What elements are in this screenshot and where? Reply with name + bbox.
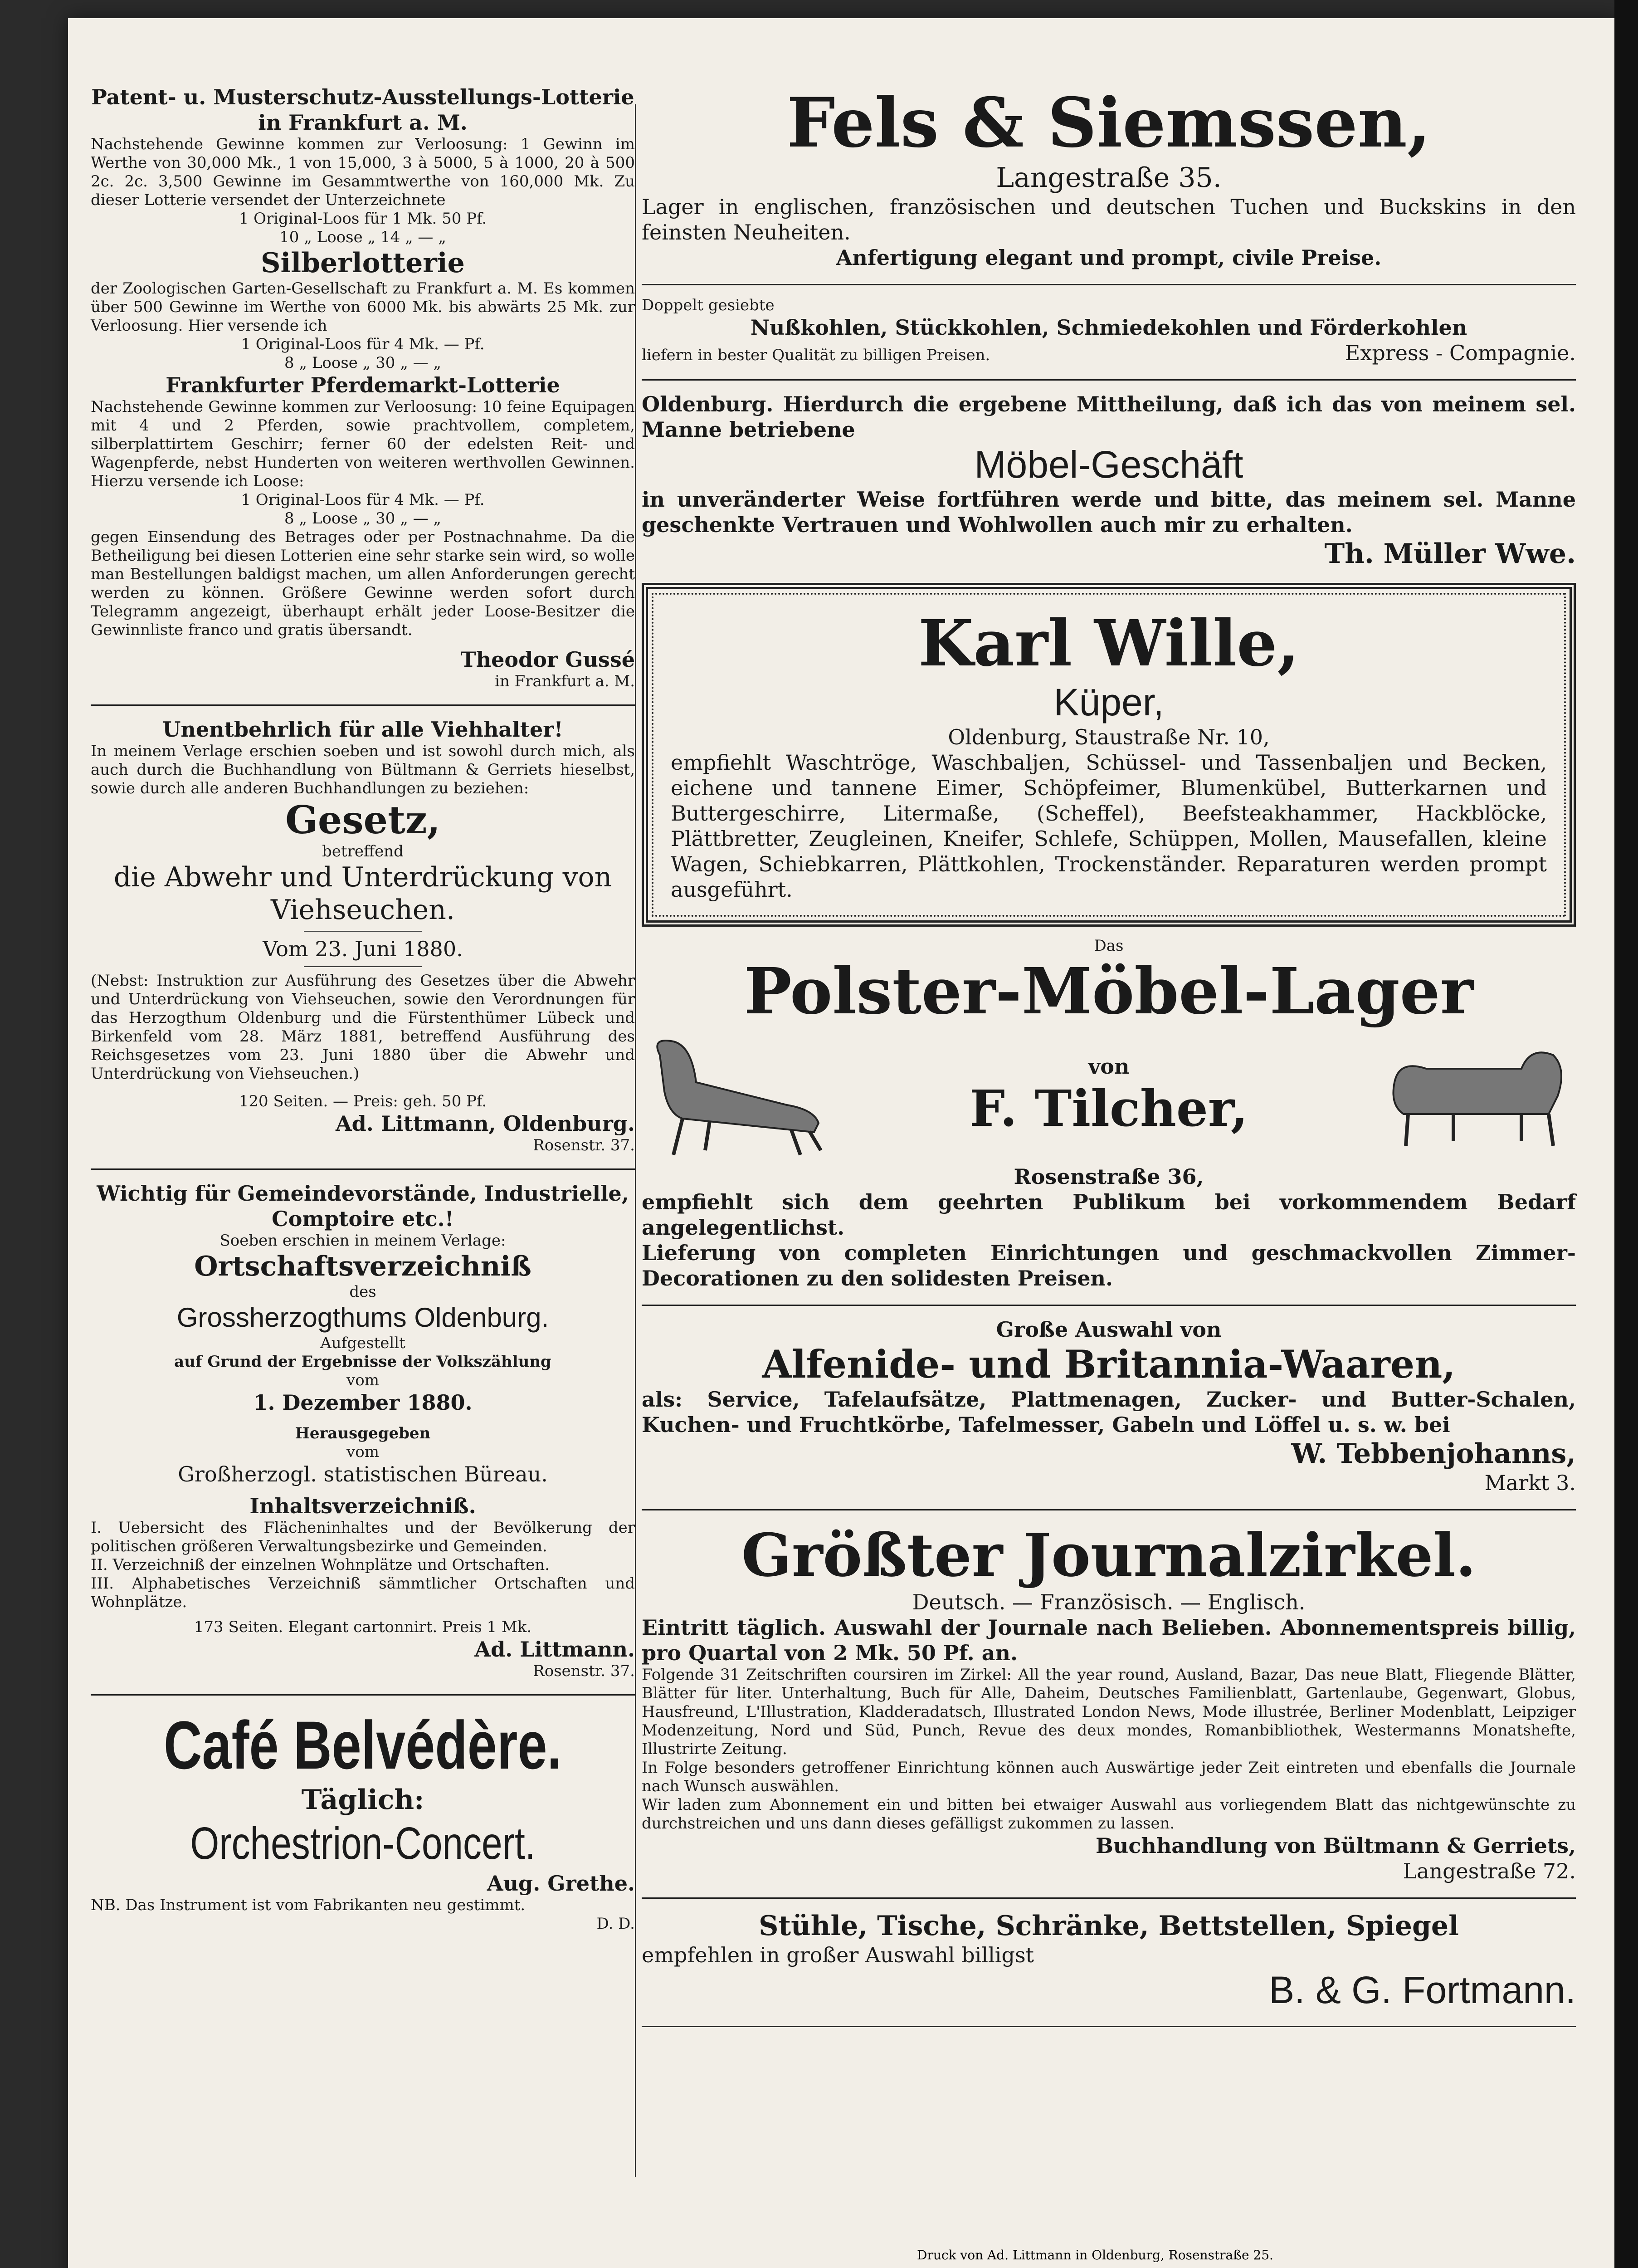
lottery-ad	[91, 82, 635, 696]
fortmann-ad	[642, 1907, 1576, 2018]
polster-ad	[642, 934, 1576, 1296]
fels-text: Lager in englischen, französischen und deutschen Tuchen und Buckskins in den feinsten Neuheiten.	[642, 195, 1576, 244]
wille-addr: Oldenburg, Staustraße Nr. 10,	[948, 725, 1270, 749]
cafe-dd: D. D.	[596, 1915, 635, 1933]
left-column	[91, 82, 635, 1939]
lottery-price-2: 10 „ Loose „ 14 „ — „	[279, 228, 446, 246]
wille-sub: Küper,	[1053, 681, 1164, 723]
alfenide-signer: W. Tebbenjohanns,	[1291, 1438, 1576, 1470]
divider	[642, 1509, 1576, 1510]
scan-edge	[1614, 0, 1638, 2268]
silber-price-1: 1 Original-Loos für 4 Mk. — Pf.	[241, 335, 485, 353]
alfenide-title: Alfenide- und Britannia-Waaren,	[762, 1342, 1456, 1387]
orts-grund: auf Grund der Ergebnisse der Volkszählung	[174, 1353, 551, 1371]
polster-das: Das	[1094, 937, 1124, 955]
silber-price-2: 8 „ Loose „ 30 „ — „	[284, 354, 442, 372]
silber-text: der Zoologischen Garten-Gesellschaft zu Frankfurt a. M. Es kommen über 500 Gewinne im Werthe von 6000 Mk. bis abwärts 25 Mk. zur Verloosung. Hier versende ich	[91, 279, 635, 335]
polster-addr: Rosenstraße 36,	[1014, 1164, 1204, 1189]
vieh-price: 120 Seiten. — Preis: geh. 50 Pf.	[239, 1092, 487, 1110]
journal-title: Größter Journalzirkel.	[741, 1520, 1476, 1590]
orts-item-3: III. Alphabetisches Verzeichniß sämmtlicher Ortschaften und Wohnplätze.	[91, 1574, 635, 1611]
kohlen-company: Express - Compagnie.	[1345, 341, 1576, 365]
orts-item-1: I. Uebersicht des Flächeninhaltes und der Bevölkerung der politischen größeren Verwaltungsbezirke und Gemeinden.	[91, 1519, 635, 1555]
fortmann-text: empfehlen in großer Auswahl billigst	[642, 1943, 1034, 1967]
vieh-abwehr: die Abwehr und Unterdrückung von Viehseuchen.	[113, 861, 612, 926]
journal-list: Folgende 31 Zeitschriften coursiren im Zirkel: All the year round, Ausland, Bazar, Das neue Blatt, Fliegende Blätter, Blätter für liter. Unterhaltung, Buch für Alle, Daheim, Deutsches Familienblatt, Gartenlaube, Gegenwart, Globus, Hausfreund, L'Illustration, Kladderadatsch, Illustrated London News, Mode illustrée, Berliner Modenblatt, Leipziger Modenzeitung, Nord und Süd, Punch, Revue des deux mondes, Romanbibliothek, Westermanns Monatshefte, Illustrirte Zeitung.	[642, 1666, 1576, 1758]
orts-aufgestellt: Aufgestellt	[320, 1334, 405, 1352]
journal-signer: Buchhandlung von Bültmann & Gerriets,	[1096, 1833, 1576, 1858]
right-column	[642, 82, 1576, 2035]
cafe-concert: Orchestrion-Concert.	[190, 1818, 536, 1869]
orts-intro: Soeben erschien in meinem Verlage:	[219, 1232, 506, 1250]
fortmann-title: Stühle, Tische, Schränke, Bettstellen, Spiegel	[759, 1910, 1459, 1942]
orts-ad	[91, 1178, 635, 1686]
lottery-city: in Frankfurt a. M.	[258, 110, 468, 135]
orts-addr: Rosenstr. 37.	[533, 1662, 635, 1680]
polster-name: F. Tilcher,	[969, 1079, 1248, 1138]
divider	[91, 1694, 635, 1696]
polster-text: empfiehlt sich dem geehrten Publikum bei vorkommendem Bedarf angelegentlichst.	[642, 1190, 1576, 1240]
orts-inhalt: Inhaltsverzeichniß.	[249, 1494, 476, 1518]
kohlen-title: Nußkohlen, Stückkohlen, Schmiedekohlen und Förderkohlen	[750, 315, 1467, 340]
fels-ad	[642, 82, 1576, 276]
moebel-title: Möbel-Geschäft	[974, 443, 1243, 486]
column-divider	[635, 104, 636, 2177]
cafe-nb: NB. Das Instrument ist vom Fabrikanten neu gestimmt.	[91, 1896, 526, 1914]
orts-vom-2: vom	[346, 1443, 379, 1461]
wille-ad	[642, 583, 1576, 927]
vieh-note: (Nebst: Instruktion zur Ausführung des Gesetzes über die Abwehr und Unterdrückung von Viehseuchen, sowie den Verordnungen für das Herzogthum Oldenburg und die Fürstenthümer Lübeck und Birkenfeld vom 28. März 1881, betreffend Ausführung des Reichsgesetzes vom 23. Juni 1880 über die Abwehr und Unterdrückung von Viehseuchen.)	[91, 972, 635, 1083]
divider	[642, 284, 1576, 285]
pferde-title: Frankfurter Pferdemarkt-Lotterie	[166, 373, 560, 397]
kohlen-footer	[642, 340, 1576, 366]
divider	[642, 379, 1576, 381]
alfenide-ad	[642, 1314, 1576, 1501]
moebel-signer: Th. Müller Wwe.	[1324, 538, 1576, 570]
vieh-signer: Ad. Littmann, Oldenburg.	[335, 1111, 635, 1136]
divider	[642, 1305, 1576, 1306]
cafe-signer: Aug. Grethe.	[487, 1871, 635, 1896]
pferde-signer: Theodor Gussé	[460, 647, 635, 672]
orts-item-2: II. Verzeichniß der einzelnen Wohnplätze und Ortschaften.	[91, 1556, 550, 1574]
pferde-signer-city: in Frankfurt a. M.	[495, 672, 635, 690]
vieh-text: In meinem Verlage erschien soeben und ist sowohl durch mich, als auch durch die Buchhandlung von Bültmann & Gerriets hieselbst, sowie durch alle anderen Buchhandlungen zu beziehen:	[91, 742, 635, 797]
chaise-longue-illustration-right	[1385, 1028, 1576, 1164]
pferde-text: Nachstehende Gewinne kommen zur Verloosung: 10 feine Equipagen mit 4 und 2 Pferden, sowie prachtvollem, completem, silberplattirtem Geschirr; ferner 60 der edelsten Reit- und Wagenpferde, nebst Hunderten von weiteren werthvollen Gewinnen. Hierzu versende ich Loose:	[91, 398, 635, 490]
moebel-ad	[642, 389, 1576, 576]
alfenide-intro: Große Auswahl von	[996, 1317, 1222, 1342]
alfenide-text: als: Service, Tafelaufsätze, Plattmenagen, Zucker- und Butter-Schalen, Kuchen- und Fruchtkörbe, Tafelmesser, Gabeln und Löffel u. s. w. bei	[642, 1387, 1576, 1437]
polster-row	[642, 1028, 1576, 1164]
divider	[91, 704, 635, 706]
alfenide-addr: Markt 3.	[1484, 1471, 1576, 1495]
orts-hrsg: Herausgegeben	[295, 1424, 431, 1442]
vieh-gesetz: Gesetz,	[285, 797, 440, 842]
orts-vom: vom	[346, 1371, 379, 1389]
cafe-daily: Täglich:	[301, 1784, 424, 1816]
orts-price: 173 Seiten. Elegant cartonnirt. Preis 1 Mk.	[194, 1618, 532, 1636]
divider	[91, 1168, 635, 1170]
moebel-text-2: in unveränderter Weise fortführen werde und bitte, das meinem sel. Manne geschenkte Vertrauen und Wohlwollen auch mir zu erhalten.	[642, 487, 1576, 537]
cafe-ad	[91, 1704, 635, 1939]
chaise-longue-illustration-left	[642, 1028, 832, 1164]
lottery-price-1: 1 Original-Loos für 1 Mk. 50 Pf.	[239, 210, 487, 228]
cafe-title: Café Belvédère.	[164, 1707, 562, 1783]
divider	[642, 2026, 1576, 2027]
pferde-text-2: gegen Einsendung des Betrages oder per Postnachnahme. Da die Betheiligung bei diesen Lotterien eine sehr starke sein wird, so wolle man Bestellungen baldigst machen, um allen Anforderungen gerecht werden zu können. Größere Gewinne werden sofort durch Telegramm angezeigt, überhaupt erhält jeder Loose-Besitzer die Gewinnliste franco und gratis übersandt.	[91, 528, 635, 639]
journal-text: Eintritt täglich. Auswahl der Journale nach Belieben. Abonnementspreis billig, pro Quartal von 2 Mk. 50 Pf. an.	[642, 1615, 1576, 1665]
short-rule	[304, 931, 422, 932]
fortmann-signer: B. & G. Fortmann.	[1269, 1969, 1576, 2011]
kohlen-doppelt: Doppelt gesiebte	[642, 296, 775, 314]
orts-title: Wichtig für Gemeindevorstände, Industrielle, Comptoire etc.!	[97, 1181, 629, 1231]
vieh-date: Vom 23. Juni 1880.	[263, 937, 463, 961]
short-rule	[304, 966, 422, 967]
journal-langs: Deutsch. — Französisch. — Englisch.	[912, 1590, 1306, 1614]
fels-text-2: Anfertigung elegant und prompt, civile Preise.	[836, 245, 1382, 270]
orts-des: des	[349, 1283, 376, 1301]
fels-title: Fels & Siemssen,	[786, 83, 1431, 163]
kohlen-text: liefern in bester Qualität zu billigen Preisen.	[642, 346, 990, 364]
fels-addr: Langestraße 35.	[996, 162, 1222, 194]
orts-date: 1. Dezember 1880.	[253, 1390, 473, 1415]
divider	[642, 1897, 1576, 1899]
journal-note: In Folge besonders getroffener Einrichtung können auch Auswärtige jeder Zeit eintreten und ebenfalls die Journale nach Wunsch auswählen.	[642, 1759, 1576, 1795]
vieh-addr: Rosenstr. 37.	[533, 1136, 635, 1154]
lottery-text: Nachstehende Gewinne kommen zur Verloosung: 1 Gewinn im Werthe von 30,000 Mk., 1 von 15,000, 3 à 5000, 5 à 1000, 20 à 500 2c. 2c. 3,500 Gewinne im Gesammtwerthe von 160,000 Mk. Zu dieser Lotterie versendet der Unterzeichnete	[91, 135, 635, 209]
journal-note-2: Wir laden zum Abonnement ein und bitten bei etwaiger Auswahl aus vorliegendem Blatt das nichtgewünschte zu durchstreichen und uns dann dieses gefälligst zukommen zu lassen.	[642, 1796, 1576, 1833]
orts-signer: Ad. Littmann.	[474, 1637, 635, 1662]
silber-title: Silberlotterie	[261, 247, 465, 279]
journal-addr: Langestraße 72.	[1403, 1859, 1576, 1883]
kohlen-ad	[642, 293, 1576, 371]
lottery-title: Patent- u. Musterschutz-Ausstellungs-Lotterie	[91, 85, 634, 109]
polster-text-2: Lieferung von completen Einrichtungen und geschmackvollen Zimmer-Decorationen zu den solidesten Preisen.	[642, 1241, 1576, 1290]
journal-ad	[642, 1519, 1576, 1889]
vieh-title: Unentbehrlich für alle Viehhalter!	[162, 717, 563, 742]
pferde-price-1: 1 Original-Loos für 4 Mk. — Pf.	[241, 491, 485, 509]
polster-title: Polster-Möbel-Lager	[744, 954, 1474, 1029]
moebel-text: Oldenburg. Hierdurch die ergebene Mittheilung, daß ich das von meinem sel. Manne betriebene	[642, 392, 1576, 442]
wille-title: Karl Wille,	[918, 606, 1300, 681]
pferde-price-2: 8 „ Loose „ 30 „ — „	[284, 509, 442, 528]
printer-imprint: Druck von Ad. Littmann in Oldenburg, Rosenstraße 25.	[917, 2248, 1273, 2263]
polster-center	[970, 1054, 1248, 1138]
orts-name: Ortschaftsverzeichniß	[194, 1251, 531, 1282]
wille-text: empfiehlt Waschtröge, Waschbaljen, Schüssel- und Tassenbaljen und Becken, eichene und tannene Eimer, Schöpfeimer, Blumenkübel, Butterkarnen und Buttergeschirre, Litermaße, (Scheffel), Beefsteakhammer, Hackblöcke, Plättbretter, Zeugleinen, Kneifer, Schlefe, Schüppen, Mollen, Mausefallen, kleine Wagen, Schiebkarren, Plättkohlen, Trockenständer. Reparaturen werden prompt ausgeführt.	[671, 750, 1547, 902]
vieh-ad	[91, 714, 635, 1160]
polster-von: von	[1088, 1054, 1130, 1079]
orts-bureau: Großherzogl. statistischen Büreau.	[178, 1462, 548, 1486]
vieh-betreffend: betreffend	[322, 842, 404, 860]
orts-gh: Grossherzogthums Oldenburg.	[176, 1302, 549, 1333]
